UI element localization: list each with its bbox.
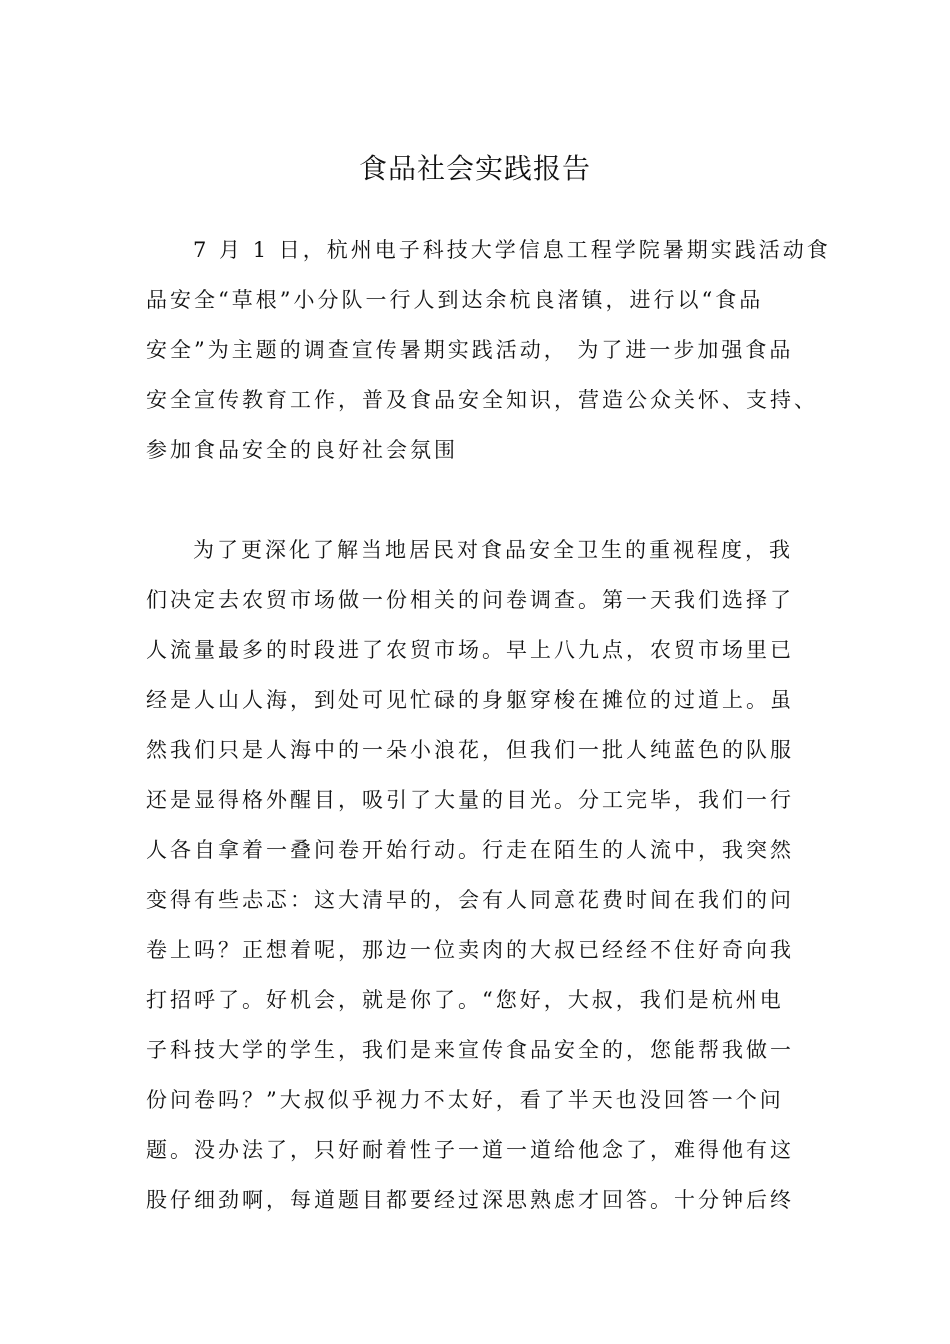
paragraph-line: 7 月 1 日，杭州电子科技大学信息工程学院暑期实践活动食 [193, 238, 831, 262]
paragraph-line: 股仔细劲啊，每道题目都要经过深思熟虑才回答。十分钟后终 [146, 1188, 794, 1212]
paragraph-line: 为了更深化了解当地居民对食品安全卫生的重视程度，我 [193, 538, 793, 562]
paragraph-line: 卷上吗？正想着呢，那边一位卖肉的大叔已经经不住好奇向我 [146, 938, 794, 962]
paragraph-line: 题。没办法了，只好耐着性子一道一道给他念了，难得他有这 [146, 1138, 794, 1162]
paragraph-line: 还是显得格外醒目，吸引了大量的目光。分工完毕，我们一行 [146, 788, 794, 812]
paragraph-line: 打招呼了。好机会，就是你了。“您好，大叔，我们是杭州电 [146, 988, 784, 1012]
paragraph-line: 安全”为主题的调查宣传暑期实践活动， 为了进一步加强食品 [146, 338, 794, 362]
paragraph-line: 子科技大学的学生，我们是来宣传食品安全的，您能帮我做一 [146, 1038, 794, 1062]
document-title: 食品社会实践报告 [358, 151, 591, 185]
paragraph-survey [146, 525, 846, 1225]
paragraph-intro [146, 225, 846, 475]
paragraph-line: 们决定去农贸市场做一份相关的问卷调查。第一天我们选择了 [146, 588, 794, 612]
paragraph-line: 人各自拿着一叠问卷开始行动。行走在陌生的人流中，我突然 [146, 838, 794, 862]
paragraph-line: 安全宣传教育工作，普及食品安全知识，营造公众关怀、支持、 [146, 388, 818, 412]
paragraph-line: 品安全“草根”小分队一行人到达余杭良渚镇，进行以“食品 [146, 288, 764, 312]
paragraph-line: 份问卷吗？”大叔似乎视力不太好，看了半天也没回答一个问 [146, 1088, 784, 1112]
paragraph-line: 变得有些忐忑：这大清早的，会有人同意花费时间在我们的问 [146, 888, 794, 912]
paragraph-line: 经是人山人海，到处可见忙碌的身躯穿梭在摊位的过道上。虽 [146, 688, 794, 712]
paragraph-line: 参加食品安全的良好社会氛围 [146, 438, 458, 462]
paragraph-line: 然我们只是人海中的一朵小浪花，但我们一批人纯蓝色的队服 [146, 738, 794, 762]
paragraph-line: 人流量最多的时段进了农贸市场。早上八九点，农贸市场里已 [146, 638, 794, 662]
